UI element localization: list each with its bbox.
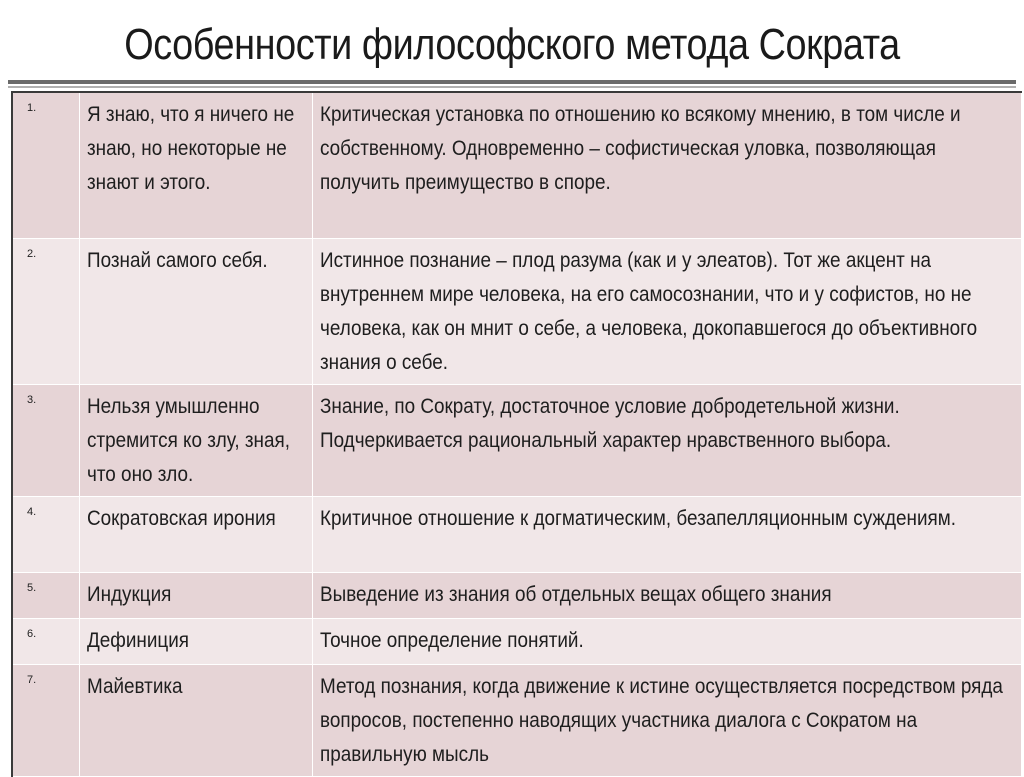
row-number: 6. xyxy=(12,618,80,664)
row-number: 7. xyxy=(12,664,80,776)
row-number: 1. xyxy=(12,92,80,238)
row-number: 2. xyxy=(12,238,80,384)
slide-title: Особенности философского метода Сократа xyxy=(124,20,900,69)
table-row xyxy=(12,496,1022,572)
table-row xyxy=(12,664,1022,776)
row-term: Индукция xyxy=(80,572,313,618)
table-row xyxy=(12,618,1022,664)
row-description: Метод познания, когда движение к истине осуществляется посредством ряда вопросов, постепенно наводящих участника диалога с Сократом на правильную мысль xyxy=(313,664,1022,776)
row-number: 4. xyxy=(12,496,80,572)
row-number: 5. xyxy=(12,572,80,618)
row-description: Точное определение понятий. xyxy=(313,618,1022,664)
table-row xyxy=(12,572,1022,618)
row-description: Истинное познание – плод разума (как и у элеатов). Тот же акцент на внутреннем мире человека, на его самосознании, что и у софистов, но не человека, как он мнит о себе, а человека, докопавшегося до объективного знания о себе. xyxy=(313,238,1022,384)
row-number: 3. xyxy=(12,384,80,496)
table-row xyxy=(12,238,1022,384)
table-row xyxy=(12,384,1022,496)
row-description: Критичное отношение к догматическим, безапелляционным суждениям. xyxy=(313,496,1022,572)
title-divider-shadow xyxy=(8,86,1016,88)
row-term: Я знаю, что я ничего не знаю, но некоторые не знают и этого. xyxy=(80,92,313,238)
table-row xyxy=(12,92,1022,238)
row-term: Майевтика xyxy=(80,664,313,776)
row-term: Сократовская ирония xyxy=(80,496,313,572)
socrates-method-table xyxy=(11,91,1022,777)
row-description: Критическая установка по отношению ко всякому мнению, в том числе и собственному. Одновременно – софистическая уловка, позволяющая получить преимущество в споре. xyxy=(313,92,1022,238)
row-term: Дефиниция xyxy=(80,618,313,664)
row-term: Нельзя умышленно стремится ко злу, зная, что оно зло. xyxy=(80,384,313,496)
row-term: Познай самого себя. xyxy=(80,238,313,384)
row-description: Знание, по Сократу, достаточное условие добродетельной жизни. Подчеркивается рациональный характер нравственного выбора. xyxy=(313,384,1022,496)
row-description: Выведение из знания об отдельных вещах общего знания xyxy=(313,572,1022,618)
title-divider xyxy=(8,80,1016,84)
